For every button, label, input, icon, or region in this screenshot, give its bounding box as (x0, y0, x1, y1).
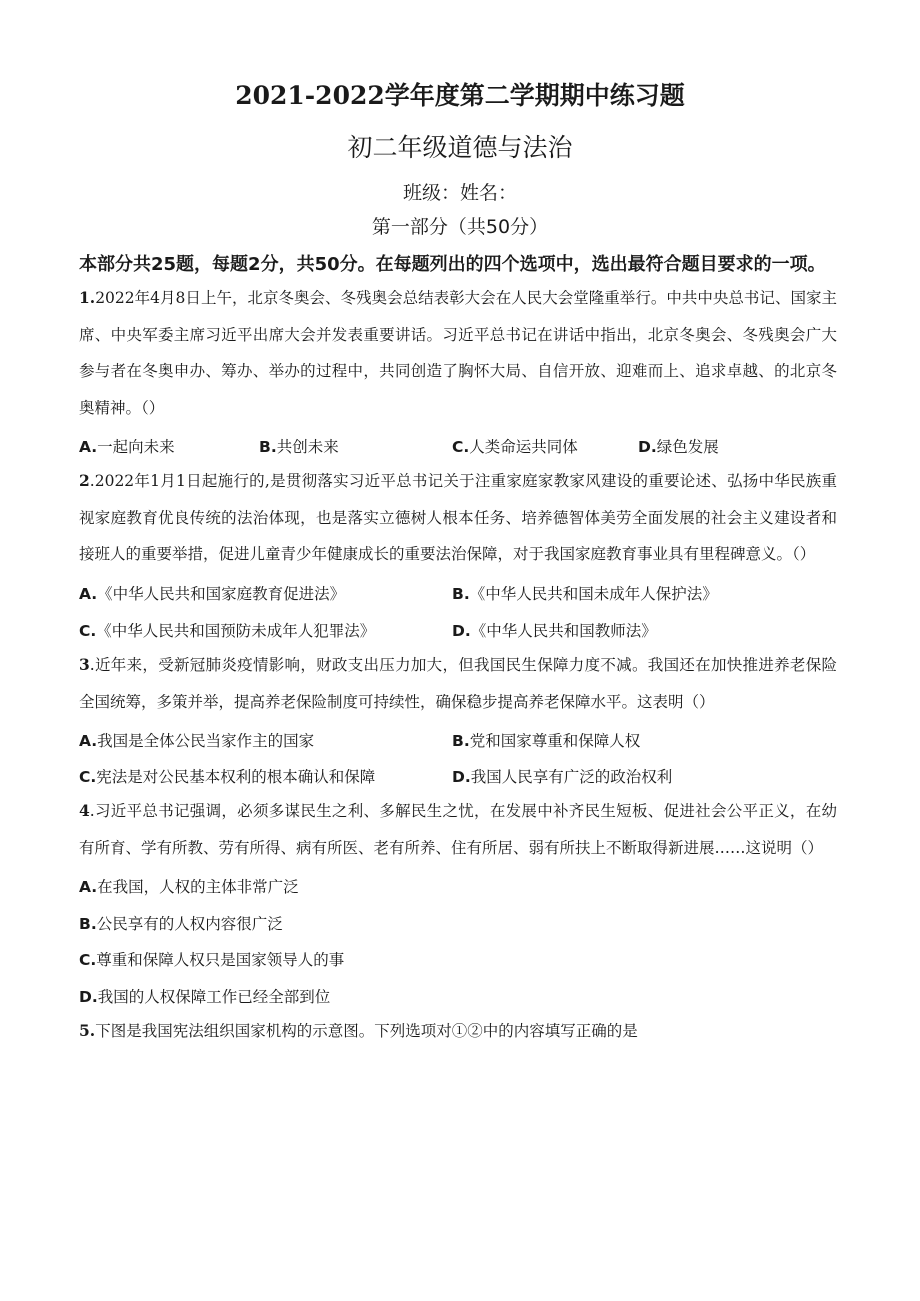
option-2a: A.《中华人民共和国家庭教育促进法》 (79, 585, 346, 603)
question-1 (79, 280, 837, 426)
exam-subtitle: 初二年级道德与法治 (347, 133, 573, 162)
question-5 (79, 1013, 837, 1050)
option-1b: B.共创未来 (259, 438, 339, 456)
option-3c: C.宪法是对公民基本权利的根本确认和保障 (79, 768, 376, 786)
option-1c: C.人类命运共同体 (452, 438, 578, 456)
question-number: 5. (79, 1021, 96, 1040)
section-title: 第一部分（共50分） (371, 216, 549, 238)
question-number: 4 (79, 801, 90, 820)
option-2b: B.《中华人民共和国未成年人保护法》 (452, 585, 718, 603)
class-name-line: 班级：姓名： (402, 182, 517, 204)
question-4 (79, 793, 837, 866)
exam-title: 2021-2022学年度第二学期期中练习题 (235, 81, 685, 110)
option-4a: A.在我国，人权的主体非常广泛 (79, 878, 299, 896)
question-3 (79, 647, 837, 720)
option-2d: D.《中华人民共和国教师法》 (452, 622, 657, 640)
question-number: 2 (79, 471, 90, 490)
question-text: .近年来，受新冠肺炎疫情影响，财政支出压力加大，但我国民生保障力度不减。我国还在加快推进养老保险全国统筹，多策并举，提高养老保险制度可持续性，确保稳步提高养老保障水平。这表明（） (79, 656, 837, 711)
option-1d: D.绿色发展 (638, 438, 719, 456)
question-text: .习近平总书记强调，必须多谋民生之利、多解民生之忧，在发展中补齐民生短板、促进社会公平正义，在幼有所育、学有所教、劳有所得、病有所医、老有所养、住有所居、弱有所扶上不断取得新进展……这说明（） (79, 802, 837, 857)
option-4c: C.尊重和保障人权只是国家领导人的事 (79, 951, 345, 969)
option-3d: D.我国人民享有广泛的政治权利 (452, 768, 673, 786)
option-1a: A.一起向未来 (79, 438, 175, 456)
section-instructions: 本部分共25题，每题2分，共50分。在每题列出的四个选项中，选出最符合题目要求的一项。 (79, 254, 826, 275)
option-2c: C.《中华人民共和国预防未成年人犯罪法》 (79, 622, 376, 640)
question-number: 3 (79, 655, 90, 674)
option-4d: D.我国的人权保障工作已经全部到位 (79, 988, 331, 1006)
question-text: .2022年1月1日起施行的,是贯彻落实习近平总书记关于注重家庭家教家风建设的重要论述、弘扬中华民族重视家庭教育优良传统的法治体现，也是落实立德树人根本任务、培养德智体美劳全面发展的社会主义建设者和接班人的重要举措，促进儿童青少年健康成长的重要法治保障，对于我国家庭教育事业具有里程碑意义。（） (79, 472, 837, 563)
question-number: 1. (79, 288, 96, 307)
question-2 (79, 463, 837, 573)
question-text: 下图是我国宪法组织国家机构的示意图。下列选项对①②中的内容填写正确的是 (95, 1022, 638, 1040)
option-4b: B.公民享有的人权内容很广泛 (79, 915, 283, 933)
question-text: 2022年4月8日上午，北京冬奥会、冬残奥会总结表彰大会在人民大会堂隆重举行。中共中央总书记、国家主席、中央军委主席习近平出席大会并发表重要讲话。习近平总书记在讲话中指出，北京冬奥会、冬残奥会广大参与者在冬奥申办、筹办、举办的过程中，共同创造了胸怀大局、自信开放、迎难而上、追求卓越、的北京冬奥精神。（） (79, 289, 837, 417)
option-3b: B.党和国家尊重和保障人权 (452, 732, 641, 750)
option-3a: A.我国是全体公民当家作主的国家 (79, 732, 315, 750)
